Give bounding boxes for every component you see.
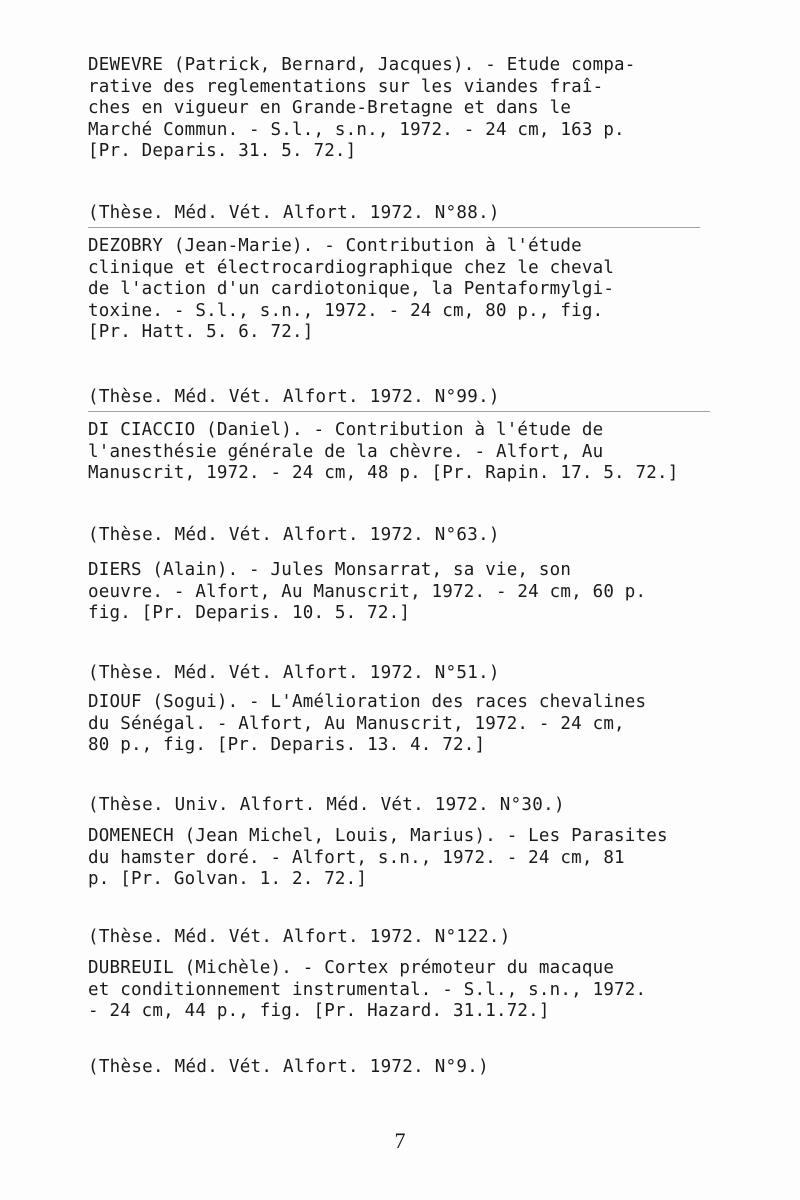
entry-line: et conditionnement instrumental. - S.l., s.n., 1972. (88, 979, 647, 1000)
entry-line: DEZOBRY (Jean-Marie). - Contribution à l'étude (88, 236, 582, 256)
entry-line: fig. [Pr. Deparis. 10. 5. 72.] (88, 603, 411, 623)
bibliographic-entry (88, 236, 718, 344)
thesis-reference: (Thèse. Méd. Vét. Alfort. 1972. N°51.) (88, 663, 500, 683)
bibliographic-entry (88, 958, 718, 1023)
entry-line: [Pr. Deparis. 31. 5. 72.] (88, 141, 357, 161)
page-number: 7 (394, 1128, 406, 1153)
entry-line: toxine. - S.l., s.n., 1972. - 24 cm, 80 p., fig. (88, 300, 604, 321)
entry-line: DOMENECH (Jean Michel, Louis, Marius). - Les Parasites (88, 826, 668, 846)
entry-line: clinique et électrocardiographique chez le cheval (88, 257, 615, 278)
entry-line: p. [Pr. Golvan. 1. 2. 72.] (88, 869, 368, 889)
separator-rule (88, 227, 700, 228)
entry-line: ches en vigueur en Grande-Bretagne et dans le (88, 98, 572, 118)
bibliographic-entry (88, 420, 718, 485)
thesis-reference: (Thèse. Méd. Vét. Alfort. 1972. N°122.) (88, 927, 511, 947)
entry-line: rative des reglementations sur les viandes fraî- (88, 76, 604, 97)
thesis-reference: (Thèse. Univ. Alfort. Méd. Vét. 1972. N°30.) (88, 795, 565, 815)
entry-line: - 24 cm, 44 p., fig. [Pr. Hazard. 31.1.72.] (88, 1001, 550, 1021)
bibliographic-entry (88, 692, 718, 757)
bibliographic-entry (88, 560, 718, 625)
bibliographic-entry (88, 55, 718, 163)
entry-line: Marché Commun. - S.l., s.n., 1972. - 24 cm, 163 p. (88, 119, 625, 140)
entry-line: oeuvre. - Alfort, Au Manuscrit, 1972. - 24 cm, 60 p. (88, 581, 647, 602)
entry-line: 80 p., fig. [Pr. Deparis. 13. 4. 72.] (88, 735, 486, 755)
entry-line: DEWEVRE (Patrick, Bernard, Jacques). - Etude compa- (88, 55, 636, 75)
thesis-reference: (Thèse. Méd. Vét. Alfort. 1972. N°88.) (88, 203, 500, 223)
thesis-reference: (Thèse. Méd. Vét. Alfort. 1972. N°63.) (88, 525, 500, 545)
entry-line: du hamster doré. - Alfort, s.n., 1972. - 24 cm, 81 (88, 847, 625, 868)
entry-line: DIERS (Alain). - Jules Monsarrat, sa vie, son (88, 560, 572, 580)
entry-line: l'anesthésie générale de la chèvre. - Alfort, Au (88, 441, 604, 462)
entry-line: Manuscrit, 1972. - 24 cm, 48 p. [Pr. Rapin. 17. 5. 72.] (88, 463, 679, 483)
entry-line: du Sénégal. - Alfort, Au Manuscrit, 1972. - 24 cm, (88, 713, 625, 734)
entry-line: DI CIACCIO (Daniel). - Contribution à l'étude de (88, 420, 604, 440)
entry-line: [Pr. Hatt. 5. 6. 72.] (88, 322, 314, 342)
thesis-reference: (Thèse. Méd. Vét. Alfort. 1972. N°99.) (88, 387, 500, 407)
thesis-reference: (Thèse. Méd. Vét. Alfort. 1972. N°9.) (88, 1057, 489, 1077)
bibliographic-entry (88, 826, 718, 891)
entry-line: de l'action d'un cardiotonique, la Pentaformylgi- (88, 279, 615, 299)
entry-line: DUBREUIL (Michèle). - Cortex prémoteur du macaque (88, 958, 615, 978)
entry-line: DIOUF (Sogui). - L'Amélioration des races chevalines (88, 692, 647, 712)
separator-rule (88, 411, 710, 412)
